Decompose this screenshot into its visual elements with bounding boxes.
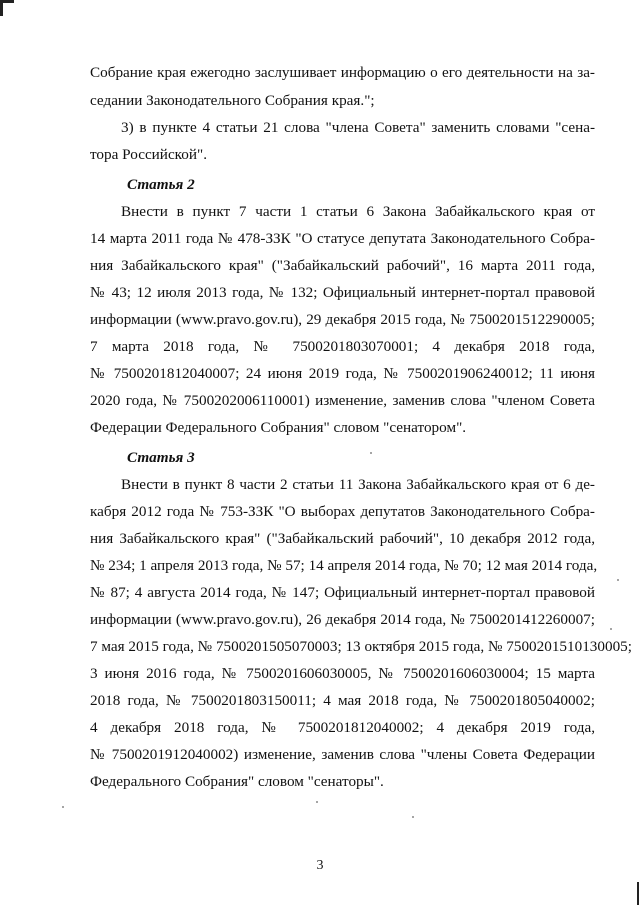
text-line: кабря 2012 года № 753-ЗЗК "О выборах депутатов Законодательного Собра-	[90, 503, 595, 520]
text-line: седании Законодательного Собрания края.";	[90, 92, 375, 109]
text-line: № 43; 12 июля 2013 года, № 132; Официальный интернет-портал правовой	[90, 284, 595, 301]
text-line: № 7500201812040007; 24 июня 2019 года, № 7500201906240012; 11 июня	[90, 365, 595, 382]
text-line: Федерации Федерального Собрания" словом "сенатором".	[90, 419, 467, 436]
text-line: № 7500201912040002) изменение, заменив слова "члены Совета Федерации	[90, 746, 595, 763]
text-line: ния Забайкальского края" ("Забайкальский рабочий", 10 декабря 2012 года,	[90, 530, 595, 547]
scan-speck	[617, 579, 619, 581]
text-line: 3 июня 2016 года, № 7500201606030005, № 7500201606030004; 15 марта	[90, 665, 595, 682]
scan-speck	[610, 628, 612, 630]
scan-speck	[62, 806, 64, 808]
text-line: Внести в пункт 8 части 2 статьи 11 Закона Забайкальского края от 6 де-	[121, 476, 595, 493]
scan-speck	[316, 801, 318, 803]
scan-speck	[412, 816, 414, 818]
text-line: 7 мая 2015 года, № 7500201505070003; 13 октября 2015 года, № 7500201510130005;	[90, 638, 632, 655]
text-line: 2020 года, № 7500202006110001) изменение, заменив слова "членом Совета	[90, 392, 595, 409]
text-line: Собрание края ежегодно заслушивает информацию о его деятельности на за-	[90, 64, 595, 81]
text-line: Внести в пункт 7 части 1 статьи 6 Закона Забайкальского края от	[121, 203, 595, 220]
text-line: 4 декабря 2018 года, № 7500201812040002; 4 декабря 2019 года,	[90, 719, 595, 736]
text-line: 3) в пункте 4 статьи 21 слова "члена Совета" заменить словами "сена-	[121, 119, 595, 136]
article-3-heading: Статья 3	[127, 449, 195, 466]
text-line: информации (www.pravo.gov.ru), 29 декабря 2015 года, № 7500201512290005;	[90, 311, 595, 328]
text-line: 2018 года, № 7500201803150011; 4 мая 2018 года, № 7500201805040002;	[90, 692, 595, 709]
scan-speck	[370, 452, 372, 454]
edge-scan-mark	[637, 882, 639, 905]
text-line: № 234; 1 апреля 2013 года, № 57; 14 апреля 2014 года, № 70; 12 мая 2014 года,	[90, 557, 598, 574]
corner-scan-mark	[0, 0, 3, 16]
article-2-heading: Статья 2	[127, 176, 195, 193]
page-number: 3	[316, 858, 324, 873]
text-line: № 87; 4 августа 2014 года, № 147; Официальный интернет-портал правовой	[90, 584, 595, 601]
text-line: тора Российской".	[90, 146, 208, 163]
text-line: 14 марта 2011 года № 478-ЗЗК "О статусе депутата Законодательного Собра-	[90, 230, 595, 247]
text-line: информации (www.pravo.gov.ru), 26 декабря 2014 года, № 7500201412260007;	[90, 611, 595, 628]
text-line: ния Забайкальского края" ("Забайкальский рабочий", 16 марта 2011 года,	[90, 257, 595, 274]
text-line: 7 марта 2018 года, № 7500201803070001; 4 декабря 2018 года,	[90, 338, 595, 355]
text-line: Федерального Собрания" словом "сенаторы".	[90, 773, 384, 790]
